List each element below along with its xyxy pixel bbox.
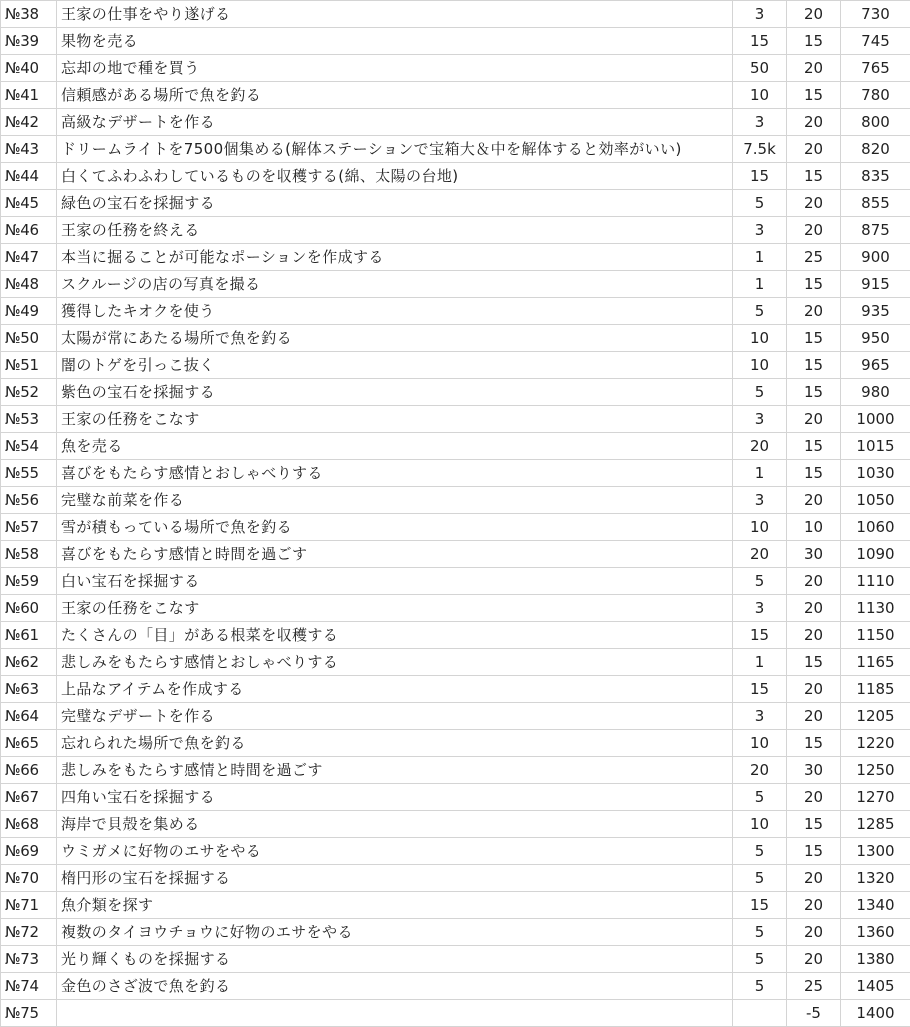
total-cell[interactable]: 855 bbox=[841, 190, 910, 217]
quantity-cell[interactable]: 7.5k bbox=[733, 136, 787, 163]
total-cell[interactable]: 1130 bbox=[841, 595, 910, 622]
task-cell[interactable]: 金色のさざ波で魚を釣る bbox=[57, 973, 733, 1000]
task-cell[interactable]: 完璧な前菜を作る bbox=[57, 487, 733, 514]
quantity-cell[interactable]: 1 bbox=[733, 244, 787, 271]
no-cell[interactable]: №47 bbox=[1, 244, 57, 271]
total-cell[interactable]: 875 bbox=[841, 217, 910, 244]
task-cell[interactable]: 闇のトゲを引っこ抜く bbox=[57, 352, 733, 379]
table-row bbox=[1, 271, 910, 298]
quantity-cell[interactable]: 10 bbox=[733, 82, 787, 109]
no-cell[interactable]: №38 bbox=[1, 1, 57, 28]
quantity-cell[interactable]: 5 bbox=[733, 784, 787, 811]
total-cell[interactable]: 1090 bbox=[841, 541, 910, 568]
quantity-cell[interactable]: 15 bbox=[733, 892, 787, 919]
total-cell[interactable]: 1205 bbox=[841, 703, 910, 730]
table-row bbox=[1, 190, 910, 217]
no-cell[interactable]: №46 bbox=[1, 217, 57, 244]
quantity-cell[interactable]: 10 bbox=[733, 352, 787, 379]
quantity-cell[interactable]: 20 bbox=[733, 541, 787, 568]
points-cell[interactable]: 20 bbox=[787, 703, 841, 730]
quantity-cell[interactable]: 3 bbox=[733, 109, 787, 136]
points-cell[interactable]: 20 bbox=[787, 892, 841, 919]
quantity-cell[interactable]: 1 bbox=[733, 460, 787, 487]
table-row bbox=[1, 784, 910, 811]
table-body bbox=[1, 1, 910, 1027]
no-cell[interactable]: №75 bbox=[1, 1000, 57, 1027]
task-cell[interactable]: 忘却の地で種を買う bbox=[57, 55, 733, 82]
task-cell[interactable]: 忘れられた場所で魚を釣る bbox=[57, 730, 733, 757]
table-row bbox=[1, 757, 910, 784]
task-cell[interactable]: スクルージの店の写真を撮る bbox=[57, 271, 733, 298]
total-cell[interactable]: 1405 bbox=[841, 973, 910, 1000]
points-cell[interactable]: 15 bbox=[787, 82, 841, 109]
table-row bbox=[1, 838, 910, 865]
no-cell[interactable]: №56 bbox=[1, 487, 57, 514]
task-cell[interactable]: 紫色の宝石を採掘する bbox=[57, 379, 733, 406]
total-cell[interactable]: 1250 bbox=[841, 757, 910, 784]
no-cell[interactable]: №42 bbox=[1, 109, 57, 136]
no-cell[interactable]: №57 bbox=[1, 514, 57, 541]
task-cell[interactable]: 雪が積もっている場所で魚を釣る bbox=[57, 514, 733, 541]
total-cell[interactable]: 915 bbox=[841, 271, 910, 298]
total-cell[interactable]: 950 bbox=[841, 325, 910, 352]
quantity-cell[interactable]: 5 bbox=[733, 973, 787, 1000]
no-cell[interactable]: №61 bbox=[1, 622, 57, 649]
points-cell[interactable]: 30 bbox=[787, 757, 841, 784]
no-cell[interactable]: №71 bbox=[1, 892, 57, 919]
task-cell[interactable]: たくさんの「目」がある根菜を収穫する bbox=[57, 622, 733, 649]
table-row bbox=[1, 676, 910, 703]
points-cell[interactable]: 15 bbox=[787, 163, 841, 190]
total-cell[interactable]: 1380 bbox=[841, 946, 910, 973]
quantity-cell[interactable]: 5 bbox=[733, 298, 787, 325]
points-cell[interactable]: 20 bbox=[787, 298, 841, 325]
task-cell[interactable]: 獲得したキオクを使う bbox=[57, 298, 733, 325]
quantity-cell[interactable]: 3 bbox=[733, 595, 787, 622]
total-cell[interactable]: 980 bbox=[841, 379, 910, 406]
quantity-cell[interactable]: 3 bbox=[733, 487, 787, 514]
no-cell[interactable]: №58 bbox=[1, 541, 57, 568]
task-cell[interactable]: 四角い宝石を採掘する bbox=[57, 784, 733, 811]
total-cell[interactable]: 1360 bbox=[841, 919, 910, 946]
total-cell[interactable]: 1340 bbox=[841, 892, 910, 919]
points-cell[interactable]: 15 bbox=[787, 379, 841, 406]
no-cell[interactable]: №74 bbox=[1, 973, 57, 1000]
no-cell[interactable]: №66 bbox=[1, 757, 57, 784]
total-cell[interactable]: 1165 bbox=[841, 649, 910, 676]
table-row bbox=[1, 865, 910, 892]
task-cell[interactable]: 複数のタイヨウチョウに好物のエサをやる bbox=[57, 919, 733, 946]
table-row bbox=[1, 649, 910, 676]
quantity-cell[interactable]: 5 bbox=[733, 568, 787, 595]
no-cell[interactable]: №50 bbox=[1, 325, 57, 352]
table-row bbox=[1, 352, 910, 379]
table-row bbox=[1, 379, 910, 406]
no-cell[interactable]: №48 bbox=[1, 271, 57, 298]
quantity-cell[interactable]: 15 bbox=[733, 163, 787, 190]
quantity-cell[interactable]: 15 bbox=[733, 622, 787, 649]
task-cell[interactable]: 王家の任務をこなす bbox=[57, 406, 733, 433]
points-cell[interactable]: 15 bbox=[787, 352, 841, 379]
quantity-cell[interactable]: 10 bbox=[733, 811, 787, 838]
task-cell[interactable]: 悲しみをもたらす感情と時間を過ごす bbox=[57, 757, 733, 784]
no-cell[interactable]: №52 bbox=[1, 379, 57, 406]
no-cell[interactable]: №59 bbox=[1, 568, 57, 595]
points-cell[interactable]: 10 bbox=[787, 514, 841, 541]
total-cell[interactable]: 1320 bbox=[841, 865, 910, 892]
quantity-cell[interactable]: 3 bbox=[733, 406, 787, 433]
table-row bbox=[1, 541, 910, 568]
task-cell[interactable]: 信頼感がある場所で魚を釣る bbox=[57, 82, 733, 109]
table-row bbox=[1, 244, 910, 271]
total-cell[interactable]: 1015 bbox=[841, 433, 910, 460]
quantity-cell[interactable] bbox=[733, 1000, 787, 1027]
no-cell[interactable]: №73 bbox=[1, 946, 57, 973]
points-cell[interactable]: -5 bbox=[787, 1000, 841, 1027]
quantity-cell[interactable]: 10 bbox=[733, 514, 787, 541]
table-row bbox=[1, 109, 910, 136]
task-cell[interactable]: 太陽が常にあたる場所で魚を釣る bbox=[57, 325, 733, 352]
task-cell[interactable]: 白い宝石を採掘する bbox=[57, 568, 733, 595]
task-cell[interactable]: 悲しみをもたらす感情とおしゃべりする bbox=[57, 649, 733, 676]
points-cell[interactable]: 15 bbox=[787, 433, 841, 460]
total-cell[interactable]: 1050 bbox=[841, 487, 910, 514]
table-row bbox=[1, 460, 910, 487]
total-cell[interactable]: 800 bbox=[841, 109, 910, 136]
task-cell[interactable]: 光り輝くものを採掘する bbox=[57, 946, 733, 973]
quantity-cell[interactable]: 5 bbox=[733, 190, 787, 217]
task-cell[interactable]: 王家の仕事をやり遂げる bbox=[57, 1, 733, 28]
total-cell[interactable]: 1110 bbox=[841, 568, 910, 595]
total-cell[interactable]: 935 bbox=[841, 298, 910, 325]
no-cell[interactable]: №49 bbox=[1, 298, 57, 325]
no-cell[interactable]: №53 bbox=[1, 406, 57, 433]
table-row bbox=[1, 487, 910, 514]
total-cell[interactable]: 1300 bbox=[841, 838, 910, 865]
points-cell[interactable]: 15 bbox=[787, 28, 841, 55]
table-row bbox=[1, 622, 910, 649]
points-cell[interactable]: 15 bbox=[787, 730, 841, 757]
points-cell[interactable]: 20 bbox=[787, 109, 841, 136]
no-cell[interactable]: №67 bbox=[1, 784, 57, 811]
quantity-cell[interactable]: 5 bbox=[733, 919, 787, 946]
task-cell[interactable]: 完璧なデザートを作る bbox=[57, 703, 733, 730]
points-cell[interactable]: 20 bbox=[787, 865, 841, 892]
points-cell[interactable]: 20 bbox=[787, 568, 841, 595]
points-cell[interactable]: 20 bbox=[787, 676, 841, 703]
quantity-cell[interactable]: 20 bbox=[733, 757, 787, 784]
table-row bbox=[1, 514, 910, 541]
quantity-cell[interactable]: 1 bbox=[733, 649, 787, 676]
table-row bbox=[1, 298, 910, 325]
task-cell[interactable]: ウミガメに好物のエサをやる bbox=[57, 838, 733, 865]
table-row bbox=[1, 217, 910, 244]
total-cell[interactable]: 1185 bbox=[841, 676, 910, 703]
table-row bbox=[1, 973, 910, 1000]
quantity-cell[interactable]: 5 bbox=[733, 946, 787, 973]
total-cell[interactable]: 820 bbox=[841, 136, 910, 163]
total-cell[interactable]: 765 bbox=[841, 55, 910, 82]
table-row bbox=[1, 28, 910, 55]
quantity-cell[interactable]: 15 bbox=[733, 676, 787, 703]
no-cell[interactable]: №54 bbox=[1, 433, 57, 460]
total-cell[interactable]: 1400 bbox=[841, 1000, 910, 1027]
points-cell[interactable]: 15 bbox=[787, 838, 841, 865]
no-cell[interactable]: №65 bbox=[1, 730, 57, 757]
points-cell[interactable]: 15 bbox=[787, 325, 841, 352]
quantity-cell[interactable]: 15 bbox=[733, 28, 787, 55]
table-row bbox=[1, 55, 910, 82]
task-cell[interactable]: 喜びをもたらす感情とおしゃべりする bbox=[57, 460, 733, 487]
points-cell[interactable]: 20 bbox=[787, 55, 841, 82]
task-cell[interactable]: 本当に掘ることが可能なポーションを作成する bbox=[57, 244, 733, 271]
table-row bbox=[1, 946, 910, 973]
no-cell[interactable]: №44 bbox=[1, 163, 57, 190]
total-cell[interactable]: 900 bbox=[841, 244, 910, 271]
points-cell[interactable]: 15 bbox=[787, 811, 841, 838]
task-cell[interactable]: 白くてふわふわしているものを収穫する(綿、太陽の台地) bbox=[57, 163, 733, 190]
table-row bbox=[1, 730, 910, 757]
table-row bbox=[1, 433, 910, 460]
quantity-cell[interactable]: 10 bbox=[733, 325, 787, 352]
total-cell[interactable]: 1030 bbox=[841, 460, 910, 487]
quantity-cell[interactable]: 5 bbox=[733, 838, 787, 865]
no-cell[interactable]: №72 bbox=[1, 919, 57, 946]
quantity-cell[interactable]: 3 bbox=[733, 1, 787, 28]
points-cell[interactable]: 25 bbox=[787, 973, 841, 1000]
table-row bbox=[1, 1, 910, 28]
quantity-cell[interactable]: 5 bbox=[733, 865, 787, 892]
total-cell[interactable]: 730 bbox=[841, 1, 910, 28]
total-cell[interactable]: 1285 bbox=[841, 811, 910, 838]
task-cell[interactable]: 王家の任務をこなす bbox=[57, 595, 733, 622]
points-cell[interactable]: 20 bbox=[787, 784, 841, 811]
points-cell[interactable]: 20 bbox=[787, 136, 841, 163]
no-cell[interactable]: №69 bbox=[1, 838, 57, 865]
total-cell[interactable]: 1220 bbox=[841, 730, 910, 757]
task-cell[interactable]: 魚を売る bbox=[57, 433, 733, 460]
task-cell[interactable]: 楕円形の宝石を採掘する bbox=[57, 865, 733, 892]
no-cell[interactable]: №41 bbox=[1, 82, 57, 109]
table-row bbox=[1, 892, 910, 919]
no-cell[interactable]: №39 bbox=[1, 28, 57, 55]
task-cell[interactable]: 緑色の宝石を採掘する bbox=[57, 190, 733, 217]
points-cell[interactable]: 20 bbox=[787, 406, 841, 433]
table-row bbox=[1, 595, 910, 622]
no-cell[interactable]: №45 bbox=[1, 190, 57, 217]
table-row bbox=[1, 568, 910, 595]
quantity-cell[interactable]: 3 bbox=[733, 217, 787, 244]
no-cell[interactable]: №63 bbox=[1, 676, 57, 703]
total-cell[interactable]: 1000 bbox=[841, 406, 910, 433]
table-row bbox=[1, 811, 910, 838]
points-cell[interactable]: 15 bbox=[787, 649, 841, 676]
total-cell[interactable]: 1150 bbox=[841, 622, 910, 649]
table-row bbox=[1, 1000, 910, 1027]
no-cell[interactable]: №62 bbox=[1, 649, 57, 676]
table-row bbox=[1, 163, 910, 190]
task-cell[interactable]: 上品なアイテムを作成する bbox=[57, 676, 733, 703]
table-row bbox=[1, 82, 910, 109]
table-row bbox=[1, 406, 910, 433]
points-cell[interactable]: 20 bbox=[787, 919, 841, 946]
points-cell[interactable]: 20 bbox=[787, 1, 841, 28]
task-cell[interactable]: 高級なデザートを作る bbox=[57, 109, 733, 136]
quantity-cell[interactable]: 10 bbox=[733, 730, 787, 757]
table-row bbox=[1, 136, 910, 163]
no-cell[interactable]: №43 bbox=[1, 136, 57, 163]
total-cell[interactable]: 1270 bbox=[841, 784, 910, 811]
total-cell[interactable]: 745 bbox=[841, 28, 910, 55]
points-cell[interactable]: 20 bbox=[787, 946, 841, 973]
task-cell[interactable] bbox=[57, 1000, 733, 1027]
quantity-cell[interactable]: 1 bbox=[733, 271, 787, 298]
no-cell[interactable]: №68 bbox=[1, 811, 57, 838]
table-row bbox=[1, 919, 910, 946]
points-cell[interactable]: 20 bbox=[787, 622, 841, 649]
points-cell[interactable]: 15 bbox=[787, 460, 841, 487]
task-cell[interactable]: 王家の任務を終える bbox=[57, 217, 733, 244]
total-cell[interactable]: 1060 bbox=[841, 514, 910, 541]
no-cell[interactable]: №64 bbox=[1, 703, 57, 730]
table-row bbox=[1, 703, 910, 730]
quantity-cell[interactable]: 50 bbox=[733, 55, 787, 82]
task-cell[interactable]: ドリームライトを7500個集める(解体ステーションで宝箱大＆中を解体すると効率がいい) bbox=[57, 136, 733, 163]
task-cell[interactable]: 海岸で貝殻を集める bbox=[57, 811, 733, 838]
table-row bbox=[1, 325, 910, 352]
task-cell[interactable]: 喜びをもたらす感情と時間を過ごす bbox=[57, 541, 733, 568]
points-cell[interactable]: 20 bbox=[787, 190, 841, 217]
total-cell[interactable]: 965 bbox=[841, 352, 910, 379]
task-cell[interactable]: 果物を売る bbox=[57, 28, 733, 55]
task-cell[interactable]: 魚介類を探す bbox=[57, 892, 733, 919]
no-cell[interactable]: №60 bbox=[1, 595, 57, 622]
quantity-cell[interactable]: 3 bbox=[733, 703, 787, 730]
points-cell[interactable]: 30 bbox=[787, 541, 841, 568]
points-cell[interactable]: 20 bbox=[787, 217, 841, 244]
points-cell[interactable]: 20 bbox=[787, 595, 841, 622]
total-cell[interactable]: 780 bbox=[841, 82, 910, 109]
quantity-cell[interactable]: 20 bbox=[733, 433, 787, 460]
quantity-cell[interactable]: 5 bbox=[733, 379, 787, 406]
no-cell[interactable]: №51 bbox=[1, 352, 57, 379]
no-cell[interactable]: №70 bbox=[1, 865, 57, 892]
points-cell[interactable]: 25 bbox=[787, 244, 841, 271]
points-cell[interactable]: 20 bbox=[787, 487, 841, 514]
no-cell[interactable]: №40 bbox=[1, 55, 57, 82]
points-cell[interactable]: 15 bbox=[787, 271, 841, 298]
no-cell[interactable]: №55 bbox=[1, 460, 57, 487]
total-cell[interactable]: 835 bbox=[841, 163, 910, 190]
